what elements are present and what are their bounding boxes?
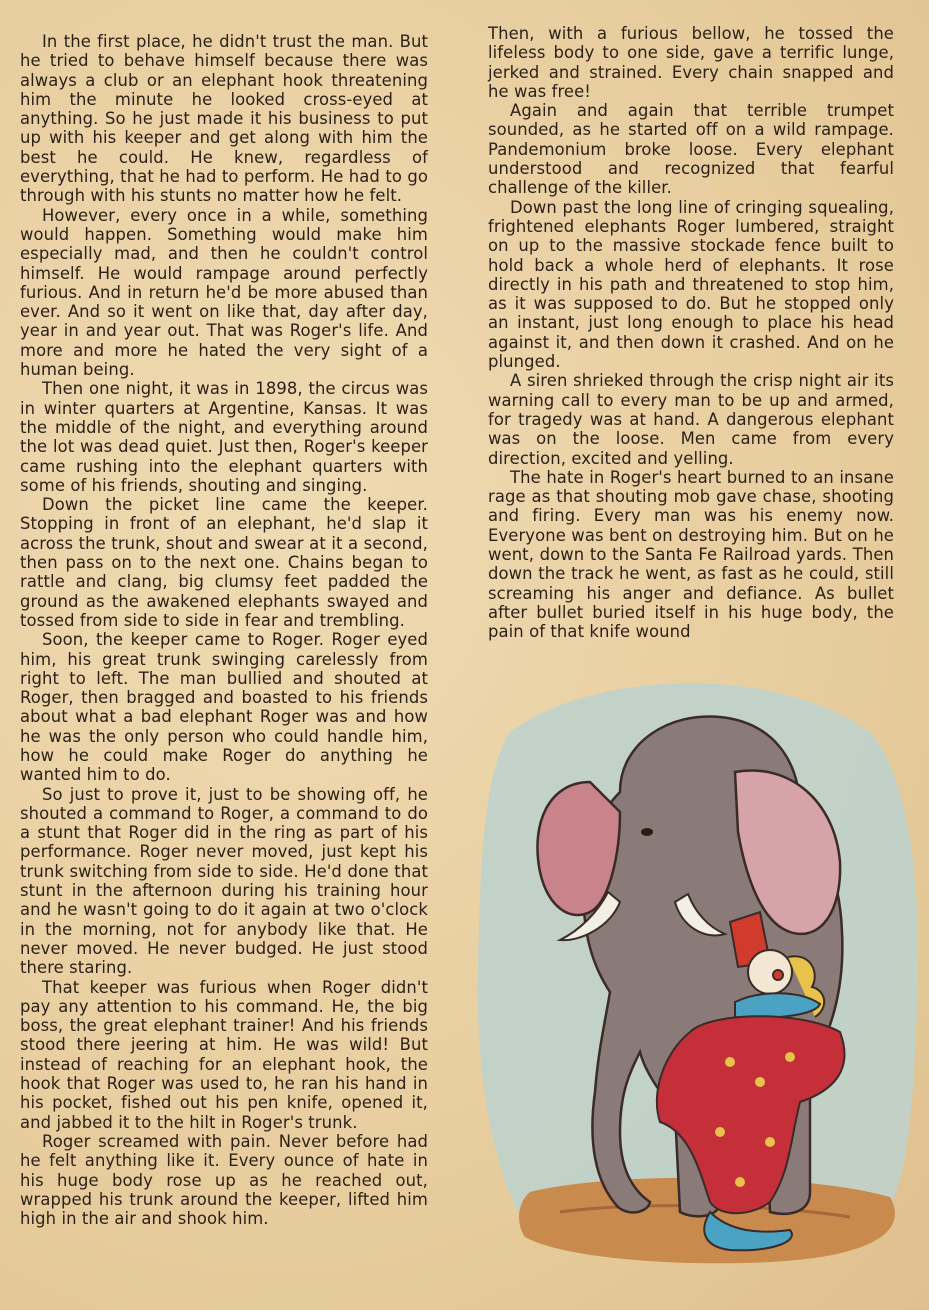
paragraph: The hate in Roger's heart burned to an insane rage as that shouting mob gave chase, shooting and firing. Every man was his enemy now. Everyone was bent on destroying him. But on he went, down to the Santa Fe Railroad yards. Then down the track he went, as fast as he could, still screaming his anger and defiance. As bullet after bullet buried itself in his huge body, the pain of that knife wound: [488, 467, 894, 642]
paragraph: In the first place, he didn't trust the man. But he tried to behave himself because there was always a club or an elephant hook threatening him the minute he looked cross-eyed at anything. So he just made it his business to put up with his keeper and get along with him the best he could. He knew, regardless of everything, that he had to perform. He had to go through with his stunts no matter how he felt.: [20, 32, 428, 206]
paragraph: A siren shrieked through the crisp night air its warning call to every man to be up and armed, for tragedy was at hand. A dangerous elephant was on the loose. Men came from every direction, excited and yelling.: [488, 371, 894, 468]
story-column-left: [20, 32, 428, 1228]
elephant-eye: [641, 828, 653, 836]
paragraph: Roger screamed with pain. Never before had he felt anything like it. Every ounce of hate in his huge body rose up as he reached out, wrapped his trunk around the keeper, lifted him high in the air and shook him.: [20, 1131, 428, 1229]
paragraph: However, every once in a while, something would happen. Something would make him especially mad, and then he couldn't control himself. He would rampage around perfectly furious. And in return he'd be more abused than ever. And so it went on like that, day after day, year in and year out. That was Roger's life. And more and more he hated the very sight of a human being.: [20, 205, 428, 380]
paragraph: Then, with a furious bellow, he tossed the lifeless body to one side, gave a terrific lunge, jerked and strained. Every chain snapped and he was free!: [488, 24, 894, 101]
paragraph: Then one night, it was in 1898, the circus was in winter quarters at Argentine, Kansas. It was the middle of the night, and everything around the lot was dead quiet. Just then, Roger's keeper came rushing into the elephant quarters with some of his friends, shouting and singing.: [20, 379, 428, 495]
story-column-right: [488, 24, 894, 642]
illustration-svg: [470, 672, 922, 1302]
paragraph: Again and again that terrible trumpet sounded, as he started off on a wild rampage. Pandemonium broke loose. Every elephant understood and recognized that fearful challenge of the killer.: [488, 101, 894, 198]
clown-face: [748, 950, 792, 994]
elephant-and-clown-illustration: [470, 672, 922, 1302]
paragraph: So just to prove it, just to be showing off, he shouted a command to Roger, a command to do a stunt that Roger did in the ring as part of his performance. Roger never moved, just kept his trunk switching from side to side. He'd done that stunt in the afternoon during his training hour and he wasn't going to do it again at two o'clock in the morning, not for anybody like that. He never moved. He never budged. He just stood there staring.: [20, 784, 428, 978]
paragraph: Soon, the keeper came to Roger. Roger eyed him, his great trunk swinging carelessly from right to left. The man bullied and shouted at Roger, then bragged and boasted to his friends about what a bad elephant Roger was and how he was the only person who could handle him, how he could make Roger do anything he wanted him to do.: [20, 630, 428, 785]
paragraph: Down the picket line came the keeper. Stopping in front of an elephant, he'd slap it across the trunk, shout and swear at it a second, then pass on to the next one. Chains began to rattle and clang, big clumsy feet padded the ground as the awakened elephants swayed and tossed from side to side in fear and trembling.: [20, 495, 428, 630]
paragraph: That keeper was furious when Roger didn't pay any attention to his command. He, the big boss, the great elephant trainer! And his friends stood there jeering at him. He was wild! But instead of reaching for an elephant hook, the hook that Roger was used to, he ran his hand in his pocket, fished out his pen knife, opened it, and jabbed it to the hilt in Roger's trunk.: [20, 977, 428, 1132]
paragraph: Down past the long line of cringing squealing, frightened elephants Roger lumbered, straight on up to the massive stockade fence built to hold back a whole herd of elephants. It rose directly in his path and threatened to stop him, as it was supposed to do. But he stopped only an instant, just long enough to place his head against it, and then down it crashed. And on he plunged.: [488, 197, 894, 372]
